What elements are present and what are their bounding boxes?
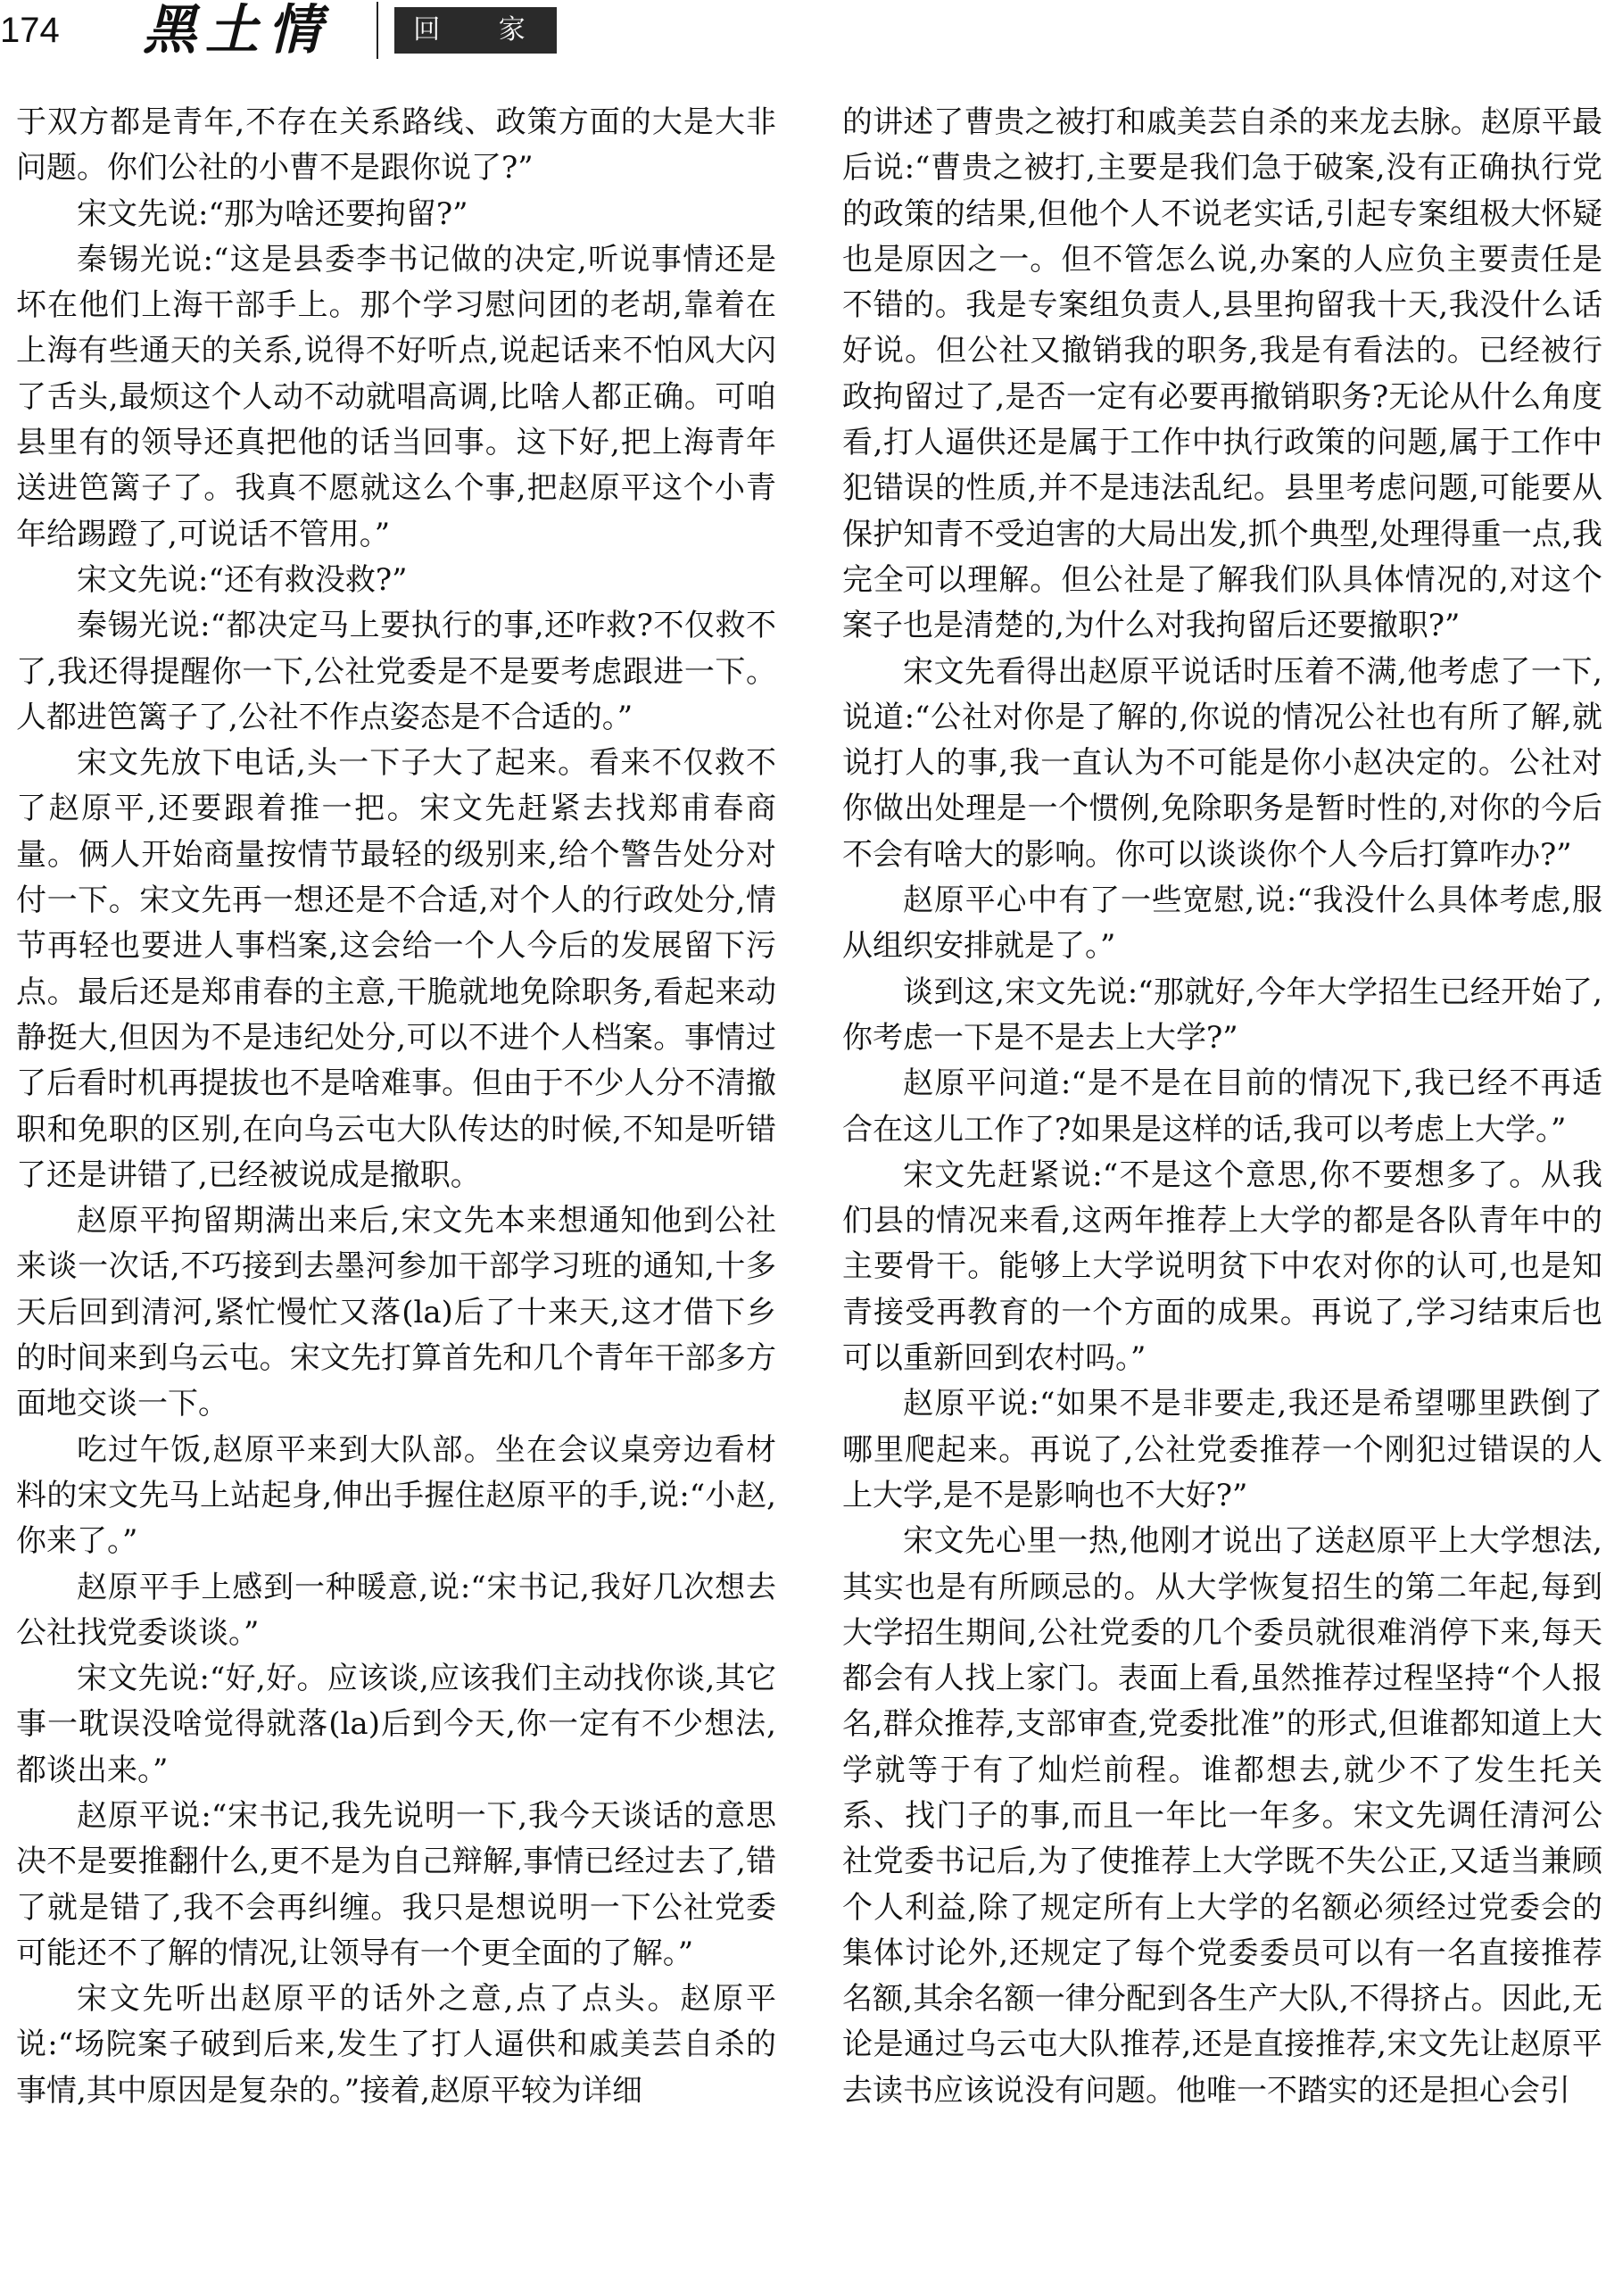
- section-label: 回 家: [394, 7, 557, 54]
- left-column: [16, 100, 776, 2292]
- paragraph: 赵原平说:“如果不是非要走,我还是希望哪里跌倒了哪里爬起来。再说了,公社党委推荐一个刚犯过错误的人上大学,是不是影响也不大好?”: [842, 1386, 1602, 1513]
- paragraph: 宋文先说:“还有救没救?”: [77, 561, 408, 598]
- paragraph: 宋文先心里一热,他刚才说出了送赵原平上大学想法,其实也是有所顾忌的。从大学恢复招生的第二年起,每到大学招生期间,公社党委的几个委员就很难消停下来,每天都会有人找上家门。表面上看,虽然推荐过程坚持“个人报名,群众推荐,支部审查,党委批准”的形式,但谁都知道上大学就等于有了灿烂前程。谁都想去,就少不了发生托关系、找门子的事,而且一年比一年多。宋文先调任清河公社党委书记后,为了使推荐上大学既不失公正,又适当兼顾个人利益,除了规定所有上大学的名额必须经过党委会的集体讨论外,还规定了每个党委委员可以有一名直接推荐名额,其余名额一律分配到各生产大队,不得挤占。因此,无论是通过乌云屯大队推荐,还是直接推荐,宋文先让赵原平去读书应该说没有问题。他唯一不踏实的还是担心会引: [842, 1523, 1602, 2109]
- paragraph: 吃过午饭,赵原平来到大队部。坐在会议桌旁边看材料的宋文先马上站起身,伸出手握住赵原平的手,说:“小赵,你来了。”: [16, 1431, 776, 1560]
- paragraph: 赵原平说:“宋书记,我先说明一下,我今天谈话的意思决不是要推翻什么,更不是为自己辩解,事情已经过去了,错了就是错了,我不会再纠缠。我只是想说明一下公社党委可能还不了解的情况,让领导有一个更全面的了解。”: [16, 1797, 776, 1971]
- paragraph: 于双方都是青年,不存在关系路线、政策方面的大是大非问题。你们公社的小曹不是跟你说了?”: [16, 104, 776, 186]
- paragraph: 宋文先放下电话,头一下子大了起来。看来不仅救不了赵原平,还要跟着推一把。宋文先赶紧去找郑甫春商量。俩人开始商量按情节最轻的级别来,给个警告处分对付一下。宋文先再一想还是不合适,对个人的行政处分,情节再轻也要进人事档案,这会给一个人今后的发展留下污点。最后还是郑甫春的主意,干脆就地免除职务,看起来动静挺大,但因为不是违纪处分,可以不进个人档案。事情过了后看时机再提拔也不是啥难事。但由于不少人分不清撤职和免职的区别,在向乌云屯大队传达的时候,不知是听错了还是讲错了,已经被说成是撤职。: [16, 745, 776, 1193]
- paragraph: 宋文先说:“那为啥还要拘留?”: [77, 195, 468, 232]
- paragraph: 宋文先说:“好,好。应该谈,应该我们主动找你谈,其它事一耽误没啥觉得就落(la)后到今天,你一定有不少想法,都谈出来。”: [16, 1661, 776, 1788]
- paragraph: 赵原平手上感到一种暖意,说:“宋书记,我好几次想去公社找党委谈谈。”: [16, 1569, 776, 1651]
- paragraph: 秦锡光说:“都决定马上要执行的事,还咋救?不仅救不了,我还得提醒你一下,公社党委是不是要考虑跟进一下。人都进笆篱子了,公社不作点姿态是不合适的。”: [16, 608, 776, 735]
- paragraph: 的讲述了曹贵之被打和戚美芸自杀的来龙去脉。赵原平最后说:“曹贵之被打,主要是我们急于破案,没有正确执行党的政策的结果,但他个人不说老实话,引起专案组极大怀疑也是原因之一。但不管怎么说,办案的人应负主要责任是不错的。我是专案组负责人,县里拘留我十天,我没什么话好说。但公社又撤销我的职务,我是有看法的。已经被行政拘留过了,是否一定有必要再撤销职务?无论从什么角度看,打人逼供还是属于工作中执行政策的问题,属于工作中犯错误的性质,并不是违法乱纪。县里考虑问题,可能要从保护知青不受迫害的大局出发,抓个典型,处理得重一点,我完全可以理解。但公社是了解我们队具体情况的,对这个案子也是清楚的,为什么对我拘留后还要撤职?”: [842, 104, 1602, 644]
- paragraph: 赵原平拘留期满出来后,宋文先本来想通知他到公社来谈一次话,不巧接到去墨河参加干部学习班的通知,十多天后回到清河,紧忙慢忙又落(la)后了十来天,这才借下乡的时间来到乌云屯。宋文先打算首先和几个青年干部多方面地交谈一下。: [16, 1203, 776, 1422]
- page-number: 174: [0, 11, 60, 50]
- paragraph: 赵原平问道:“是不是在目前的情况下,我已经不再适合在这儿工作了?如果是这样的话,我可以考虑上大学。”: [842, 1065, 1602, 1148]
- paragraph: 秦锡光说:“这是县委李书记做的决定,听说事情还是坏在他们上海干部手上。那个学习慰问团的老胡,靠着在上海有些通天的关系,说得不好听点,说起话来不怕风大闪了舌头,最烦这个人动不动就唱高调,比啥人都正确。可咱县里有的领导还真把他的话当回事。这下好,把上海青年送进笆篱子了。我真不愿就这么个事,把赵原平这个小青年给踢蹬了,可说话不管用。”: [16, 241, 776, 552]
- paragraph: 宋文先听出赵原平的话外之意,点了点头。赵原平说:“场院案子破到后来,发生了打人逼供和戚美芸自杀的事情,其中原因是复杂的。”接着,赵原平较为详细: [16, 1981, 776, 2109]
- paragraph: 谈到这,宋文先说:“那就好,今年大学招生已经开始了,你考虑一下是不是去上大学?”: [842, 974, 1602, 1056]
- paragraph: 宋文先看得出赵原平说话时压着不满,他考虑了一下,说道:“公社对你是了解的,你说的情况公社也有所了解,就说打人的事,我一直认为不可能是你小赵决定的。公社对你做出处理是一个惯例,免除职务是暂时性的,对你的今后不会有啥大的影响。你可以谈谈你个人今后打算咋办?”: [842, 653, 1602, 873]
- page-header: [0, 0, 1606, 71]
- paragraph: 宋文先赶紧说:“不是这个意思,你不要想多了。从我们县的情况来看,这两年推荐上大学的都是各队青年中的主要骨干。能够上大学说明贫下中农对你的认可,也是知青接受再教育的一个方面的成果。再说了,学习结束后也可以重新回到农村吗。”: [842, 1156, 1602, 1377]
- paragraph: 赵原平心中有了一些宽慰,说:“我没什么具体考虑,服从组织安排就是了。”: [842, 883, 1602, 965]
- header-divider: [377, 2, 378, 59]
- magazine-title: 黑土情: [143, 0, 330, 62]
- right-column: [842, 100, 1602, 2292]
